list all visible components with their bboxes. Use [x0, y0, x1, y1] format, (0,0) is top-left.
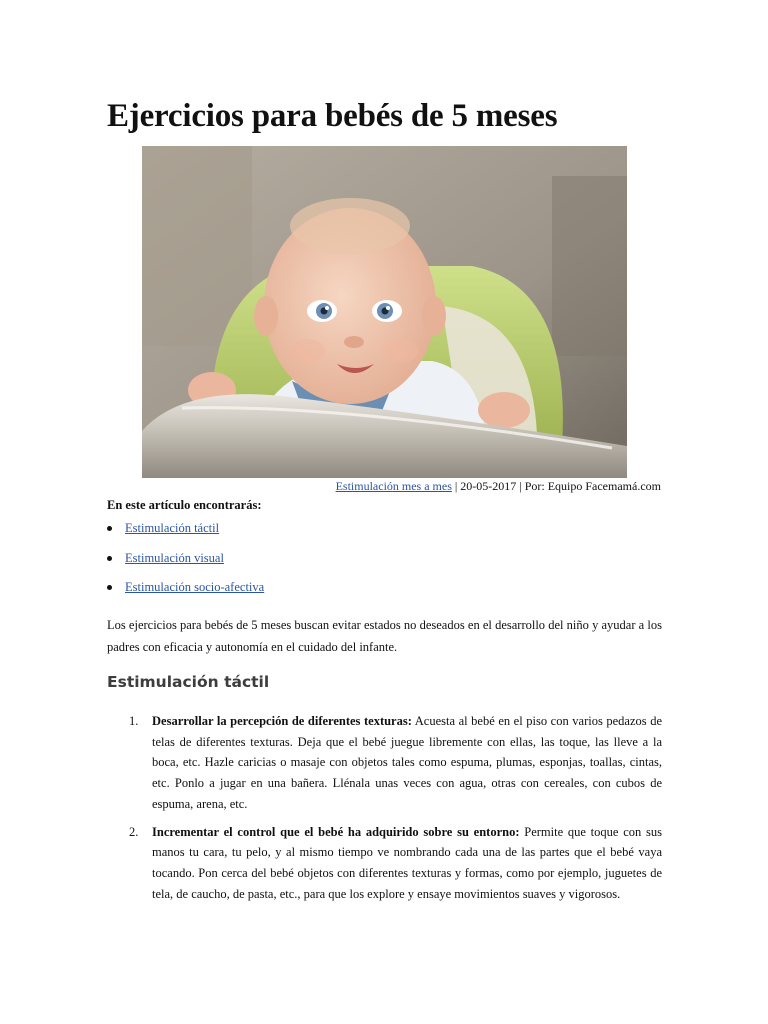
bullet-icon [107, 585, 112, 590]
step-number: 1. [129, 714, 139, 728]
date-author: | 20-05-2017 | Por: Equipo Facemamá.com [451, 479, 661, 493]
baby-illustration [142, 146, 627, 478]
step-number: 2. [129, 824, 139, 839]
bullet-icon [107, 526, 112, 531]
step-lead: Desarrollar la percepción de diferentes texturas: [152, 714, 412, 728]
category-link[interactable]: Estimulación mes a mes [335, 479, 452, 493]
section-heading: Estimulación táctil [107, 673, 270, 691]
toc-link-visual[interactable]: Estimulación visual [125, 550, 224, 565]
article-title: Ejercicios para bebés de 5 meses [107, 98, 558, 134]
toc-title: En este artículo encontrarás: [107, 498, 262, 512]
toc-link-tactil[interactable]: Estimulación táctil [125, 521, 220, 535]
toc-item [107, 547, 264, 577]
step-text: Acuesta al bebé en el piso con varios pedazos de telas de diferentes texturas. Deja que el bebé juegue libremente con ellas, las toque, las lleve a la boca, etc. Hazle caricias o masaje con objetos tales como espuma, plumas, esponjas, toallas, cintas, etc. Ponlo a jugar en una bañera. Llénala unas veces con agua, otras con cereales, con cubos de espuma, arena, etc. [152, 714, 663, 811]
step-lead: Incrementar el control que el bebé ha adquirido sobre su entorno: [152, 824, 520, 839]
bullet-icon [107, 556, 112, 561]
article-meta [336, 479, 661, 494]
intro-paragraph: Los ejercicios para bebés de 5 meses buscan evitar estados no deseados en el desarrollo del niño y ayudar a los padres con eficacia y autonomía en el cuidado del infante. [107, 618, 662, 654]
steps-list [107, 711, 662, 911]
step-item [107, 711, 662, 815]
baby-photo [142, 146, 627, 478]
toc-item [107, 576, 264, 606]
toc-item [107, 517, 264, 547]
toc-list [107, 517, 264, 606]
step-item [107, 822, 662, 905]
step-text: Permite que toque con sus manos tu cara, tu pelo, y al mismo tiempo ve nombrando cada una de las partes que el bebé vaya tocando. Pon cerca del bebé objetos con diferentes texturas y formas, como por ejemplo, juguetes de tela, de caucho, de pasta, etc., para que los explore y ensaye movimientos suaves y vigorosos. [152, 824, 662, 901]
toc-link-socio-afectiva[interactable]: Estimulación socio-afectiva [125, 580, 265, 594]
